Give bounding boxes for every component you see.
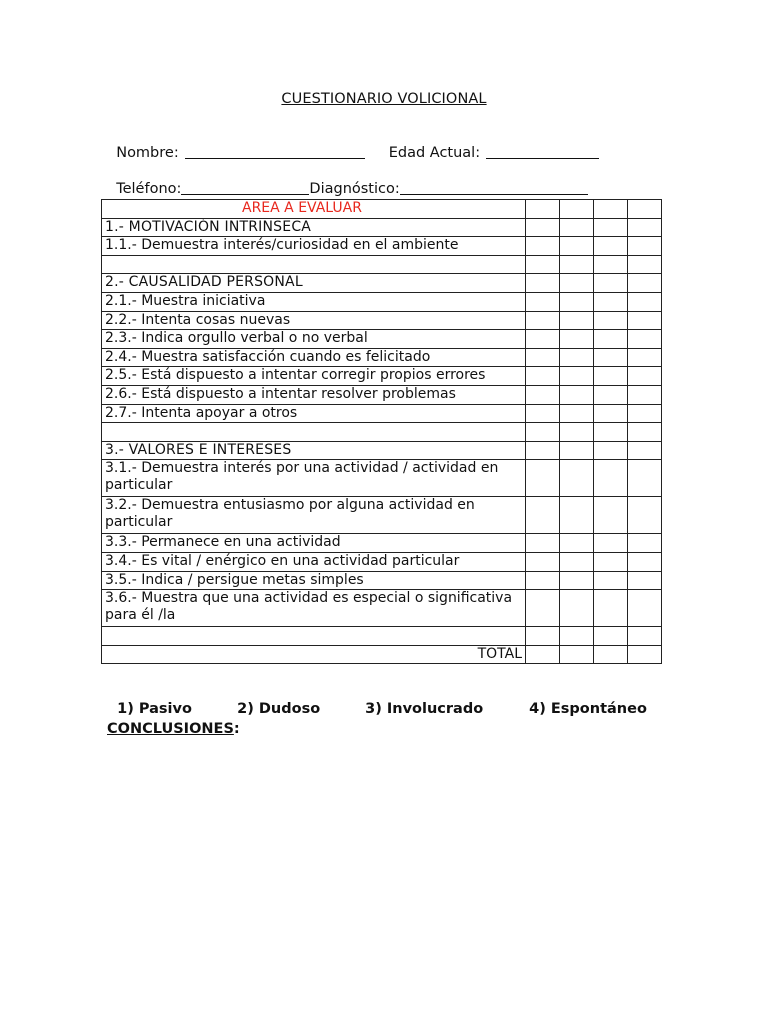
score-cell[interactable] bbox=[628, 571, 662, 590]
score-cell[interactable] bbox=[560, 534, 594, 553]
score-cell[interactable] bbox=[628, 590, 662, 627]
score-cell[interactable] bbox=[560, 367, 594, 386]
score-cell[interactable] bbox=[560, 348, 594, 367]
item-text: 3.6.- Muestra que una actividad es especial o significativa para él /la bbox=[102, 590, 526, 627]
score-cell[interactable] bbox=[560, 311, 594, 330]
score-cell[interactable] bbox=[560, 274, 594, 293]
score-cell[interactable] bbox=[594, 311, 628, 330]
score-cell[interactable] bbox=[594, 385, 628, 404]
score-cell[interactable] bbox=[560, 645, 594, 664]
score-cell[interactable] bbox=[594, 534, 628, 553]
score-cell[interactable] bbox=[594, 348, 628, 367]
score-cell[interactable] bbox=[594, 552, 628, 571]
item-text: 2.1.- Muestra iniciativa bbox=[102, 292, 526, 311]
score-cell[interactable] bbox=[594, 218, 628, 237]
score-cell[interactable] bbox=[526, 311, 560, 330]
score-cell[interactable] bbox=[560, 627, 594, 646]
edad-label: Edad Actual: bbox=[388, 145, 481, 161]
item-row bbox=[102, 404, 662, 423]
score-cell[interactable] bbox=[628, 311, 662, 330]
score-cell[interactable] bbox=[594, 255, 628, 274]
score-cell[interactable] bbox=[628, 274, 662, 293]
section-heading-row bbox=[102, 274, 662, 293]
score-cell[interactable] bbox=[526, 237, 560, 256]
score-cell[interactable] bbox=[526, 218, 560, 237]
score-cell[interactable] bbox=[628, 218, 662, 237]
score-cell[interactable] bbox=[628, 627, 662, 646]
section-heading: 3.- VALORES E INTERESES bbox=[102, 441, 526, 460]
score-cell[interactable] bbox=[594, 274, 628, 293]
score-cell[interactable] bbox=[628, 552, 662, 571]
nombre-label: Nombre: bbox=[116, 145, 179, 161]
score-cell[interactable] bbox=[560, 330, 594, 349]
score-cell[interactable] bbox=[560, 423, 594, 442]
score-cell[interactable] bbox=[628, 460, 662, 497]
score-cell[interactable] bbox=[628, 292, 662, 311]
item-row bbox=[102, 311, 662, 330]
score-cell[interactable] bbox=[628, 200, 662, 219]
telefono-blank[interactable] bbox=[181, 180, 309, 195]
item-text: 3.3.- Permanece en una actividad bbox=[102, 534, 526, 553]
score-cell[interactable] bbox=[526, 460, 560, 497]
empty-cell bbox=[102, 423, 526, 442]
item-text: 2.7.- Intenta apoyar a otros bbox=[102, 404, 526, 423]
score-cell[interactable] bbox=[526, 292, 560, 311]
telefono-label: Teléfono: bbox=[116, 181, 182, 197]
item-row bbox=[102, 330, 662, 349]
spacer-row bbox=[102, 423, 662, 442]
item-text: 3.2.- Demuestra entusiasmo por alguna actividad en particular bbox=[102, 497, 526, 534]
score-cell[interactable] bbox=[560, 590, 594, 627]
score-cell[interactable] bbox=[628, 330, 662, 349]
legend-item: 3) Involucrado bbox=[365, 701, 484, 717]
item-row bbox=[102, 460, 662, 497]
score-cell[interactable] bbox=[560, 255, 594, 274]
score-cell[interactable] bbox=[594, 367, 628, 386]
score-cell[interactable] bbox=[594, 460, 628, 497]
score-cell[interactable] bbox=[628, 348, 662, 367]
score-legend bbox=[107, 685, 647, 717]
score-cell[interactable] bbox=[594, 627, 628, 646]
diagnostico-label: Diagnóstico: bbox=[309, 181, 400, 197]
score-cell[interactable] bbox=[628, 534, 662, 553]
score-cell[interactable] bbox=[594, 497, 628, 534]
legend-item: 1) Pasivo bbox=[117, 701, 192, 717]
item-text: 3.5.- Indica / persigue metas simples bbox=[102, 571, 526, 590]
edad-blank[interactable] bbox=[486, 144, 599, 159]
score-cell[interactable] bbox=[526, 534, 560, 553]
score-cell[interactable] bbox=[526, 441, 560, 460]
item-text: 1.1.- Demuestra interés/curiosidad en el ambiente bbox=[102, 237, 526, 256]
score-cell[interactable] bbox=[594, 330, 628, 349]
total-row bbox=[102, 645, 662, 664]
legend-item: 4) Espontáneo bbox=[529, 701, 647, 717]
section-heading-row bbox=[102, 441, 662, 460]
score-cell[interactable] bbox=[594, 292, 628, 311]
score-cell[interactable] bbox=[526, 367, 560, 386]
score-cell[interactable] bbox=[628, 404, 662, 423]
total-label: TOTAL bbox=[102, 645, 526, 664]
item-row bbox=[102, 571, 662, 590]
evaluation-table bbox=[101, 199, 662, 664]
conclusions-colon: : bbox=[233, 721, 240, 737]
score-cell[interactable] bbox=[628, 255, 662, 274]
score-cell[interactable] bbox=[526, 348, 560, 367]
item-row bbox=[102, 552, 662, 571]
score-cell[interactable] bbox=[628, 441, 662, 460]
score-cell[interactable] bbox=[526, 274, 560, 293]
score-cell[interactable] bbox=[560, 552, 594, 571]
item-row bbox=[102, 367, 662, 386]
item-row bbox=[102, 385, 662, 404]
score-cell[interactable] bbox=[594, 441, 628, 460]
score-cell[interactable] bbox=[560, 460, 594, 497]
score-cell[interactable] bbox=[526, 645, 560, 664]
item-row bbox=[102, 590, 662, 627]
spacer-row bbox=[102, 627, 662, 646]
score-cell[interactable] bbox=[560, 292, 594, 311]
score-cell[interactable] bbox=[628, 237, 662, 256]
score-cell[interactable] bbox=[526, 385, 560, 404]
diagnostico-blank[interactable] bbox=[400, 180, 588, 195]
phone-diagnosis-line bbox=[107, 164, 588, 197]
score-cell[interactable] bbox=[526, 552, 560, 571]
score-cell[interactable] bbox=[560, 404, 594, 423]
document-title: CUESTIONARIO VOLICIONAL bbox=[281, 91, 487, 107]
score-cell[interactable] bbox=[628, 367, 662, 386]
legend-item: 2) Dudoso bbox=[237, 701, 321, 717]
conclusions-heading bbox=[107, 721, 240, 737]
score-cell[interactable] bbox=[594, 645, 628, 664]
item-text: 2.4.- Muestra satisfacción cuando es felicitado bbox=[102, 348, 526, 367]
area-header-row bbox=[102, 200, 662, 219]
score-cell[interactable] bbox=[594, 200, 628, 219]
score-cell[interactable] bbox=[560, 497, 594, 534]
score-cell[interactable] bbox=[526, 590, 560, 627]
nombre-blank[interactable] bbox=[185, 144, 365, 159]
score-cell[interactable] bbox=[628, 423, 662, 442]
score-cell[interactable] bbox=[594, 404, 628, 423]
score-cell[interactable] bbox=[526, 497, 560, 534]
area-header: AREA A EVALUAR bbox=[102, 200, 526, 219]
empty-cell bbox=[102, 627, 526, 646]
score-cell[interactable] bbox=[526, 200, 560, 219]
name-age-line bbox=[107, 128, 599, 161]
item-text: 2.6.- Está dispuesto a intentar resolver problemas bbox=[102, 385, 526, 404]
conclusions-label: CONCLUSIONES bbox=[107, 721, 234, 737]
score-cell[interactable] bbox=[594, 237, 628, 256]
score-cell[interactable] bbox=[560, 441, 594, 460]
score-cell[interactable] bbox=[594, 590, 628, 627]
score-cell[interactable] bbox=[526, 571, 560, 590]
section-heading: 1.- MOTIVACIÓN INTRINSECA bbox=[102, 218, 526, 237]
score-cell[interactable] bbox=[560, 385, 594, 404]
score-cell[interactable] bbox=[594, 423, 628, 442]
spacer-row bbox=[102, 255, 662, 274]
item-text: 3.4.- Es vital / enérgico en una actividad particular bbox=[102, 552, 526, 571]
item-text: 2.5.- Está dispuesto a intentar corregir propios errores bbox=[102, 367, 526, 386]
score-cell[interactable] bbox=[526, 255, 560, 274]
evaluation-table-body bbox=[102, 200, 662, 664]
score-cell[interactable] bbox=[526, 404, 560, 423]
item-row bbox=[102, 348, 662, 367]
score-cell[interactable] bbox=[628, 385, 662, 404]
score-cell[interactable] bbox=[526, 423, 560, 442]
score-cell[interactable] bbox=[560, 571, 594, 590]
item-row bbox=[102, 497, 662, 534]
score-cell[interactable] bbox=[526, 330, 560, 349]
section-heading: 2.- CAUSALIDAD PERSONAL bbox=[102, 274, 526, 293]
score-cell[interactable] bbox=[526, 627, 560, 646]
item-text: 2.2.- Intenta cosas nuevas bbox=[102, 311, 526, 330]
score-cell[interactable] bbox=[594, 571, 628, 590]
score-cell[interactable] bbox=[560, 237, 594, 256]
score-cell[interactable] bbox=[628, 497, 662, 534]
item-row bbox=[102, 534, 662, 553]
score-cell[interactable] bbox=[560, 200, 594, 219]
section-heading-row bbox=[102, 218, 662, 237]
score-cell[interactable] bbox=[560, 218, 594, 237]
item-row bbox=[102, 237, 662, 256]
item-text: 3.1.- Demuestra interés por una actividad / actividad en particular bbox=[102, 460, 526, 497]
item-text: 2.3.- Indica orgullo verbal o no verbal bbox=[102, 330, 526, 349]
item-row bbox=[102, 292, 662, 311]
empty-cell bbox=[102, 255, 526, 274]
score-cell[interactable] bbox=[628, 645, 662, 664]
